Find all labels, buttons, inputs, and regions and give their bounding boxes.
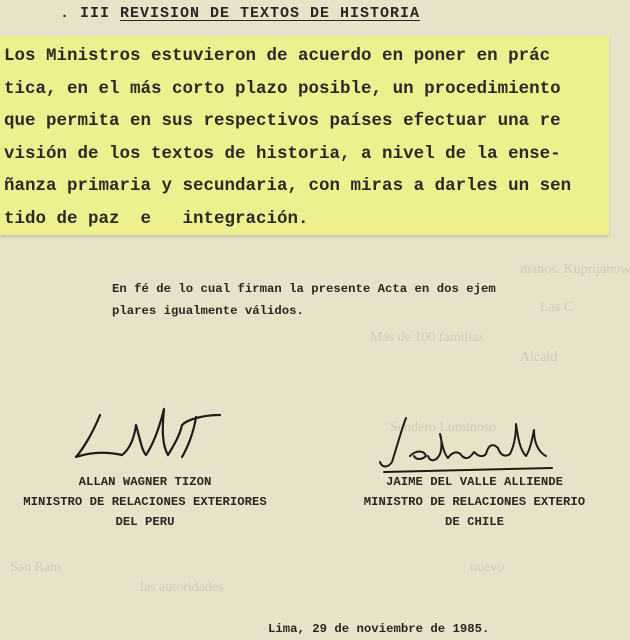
place-date-footer: Lima, 29 de noviembre de 1985. xyxy=(268,622,490,636)
certification-text xyxy=(112,278,496,322)
paragraph-line: Los Ministros estuvieron de acuerdo en poner en prác xyxy=(4,46,551,66)
paragraph-line: tido de paz e integración. xyxy=(4,208,309,229)
paragraph-line: que permita en sus respectivos países efectuar una re xyxy=(4,111,561,131)
certification-line: plares igualmente válidos. xyxy=(112,304,304,318)
paragraph-line: ñanza primaria y secundaria, con miras a darles un sen xyxy=(4,176,572,196)
signatory-title: MINISTRO DE RELACIONES EXTERIO xyxy=(363,495,586,509)
certification-line: En fé de lo cual firman la presente Acta en dos ejem xyxy=(112,282,496,296)
paragraph-line: visión de los textos de historia, a nivel de la ense- xyxy=(4,143,561,164)
signature-del-valle xyxy=(370,410,560,480)
signatory-name: JAIME DEL VALLE ALLIENDE xyxy=(385,475,564,489)
signatory-title: MINISTRO DE RELACIONES EXTERIORES xyxy=(23,495,267,509)
signatory-name: ALLAN WAGNER TIZON xyxy=(78,475,212,489)
signatory-country: DEL PERU xyxy=(115,515,175,529)
highlighted-paragraph xyxy=(4,40,608,235)
paragraph-line: tica, en el más corto plazo posible, un procedimiento xyxy=(4,78,561,99)
signature-wagner xyxy=(70,395,240,475)
section-heading xyxy=(60,5,420,22)
bleed-through-texture: manos. Kuprijanow Las C Más de 100 familias Alcald Sendero Luminoso San Ram las autoridades nuevo xyxy=(10,262,630,595)
heading-prefix: . III xyxy=(60,5,121,22)
signatory-block-right xyxy=(340,472,609,532)
heading-title: REVISION DE TEXTOS DE HISTORIA xyxy=(120,5,421,22)
signatory-block-left xyxy=(0,472,290,532)
signatory-country: DE CHILE xyxy=(444,515,505,529)
